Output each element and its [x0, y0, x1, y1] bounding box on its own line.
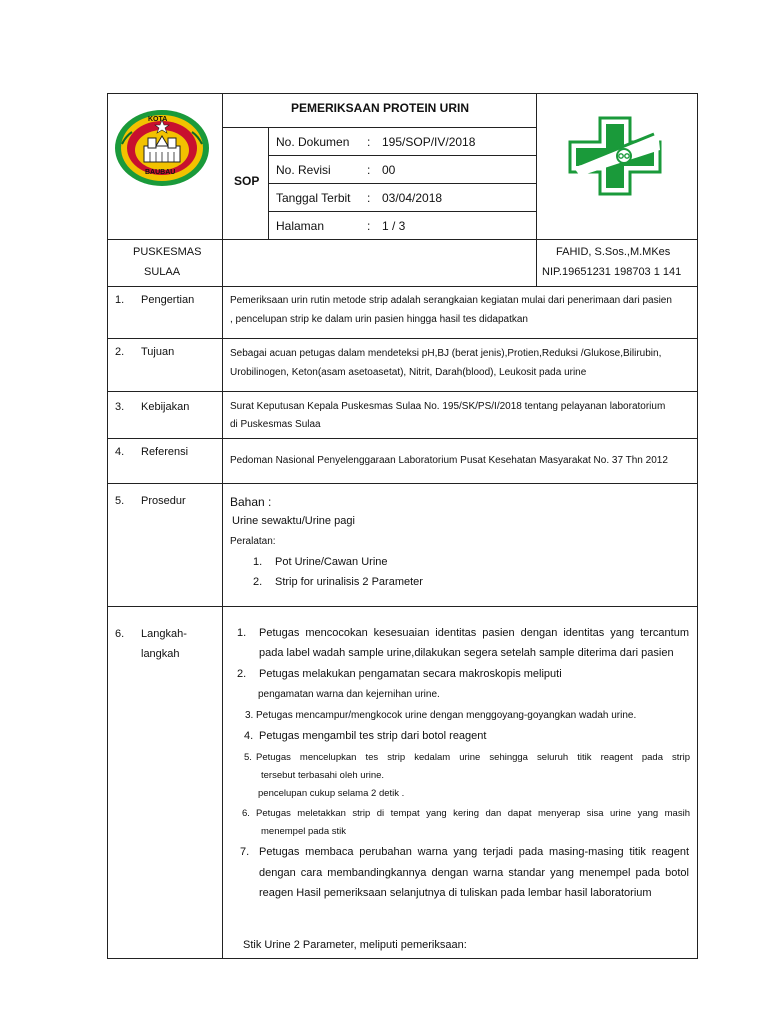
step-text-line: dengan cara membandingkannya dengan warna standar yang menempel pada botol — [259, 867, 689, 879]
step-text-line: menempel pada stik — [261, 826, 347, 837]
section-text-line: Surat Keputusan Kepala Puskesmas Sulaa No. 195/SK/PS/I/2018 tentang pelayanan laboratorium — [230, 401, 666, 412]
step-text-line: reagen Hasil pemeriksaan selanjutnya di tuliskan pada lembar hasil laboratorium — [259, 887, 652, 899]
sop-label: SOP — [234, 174, 260, 188]
section-text-line: Pemeriksaan urin rutin metode strip adalah serangkaian kegiatan mulai dari penerimaan dari pasien — [230, 295, 672, 306]
step-text-line: pencelupan cukup selama 2 detik . — [258, 788, 405, 799]
tool-number: 1. — [253, 556, 263, 568]
step-number: 1. — [237, 627, 247, 639]
section-label: langkah — [141, 648, 180, 660]
meta-value: 03/04/2018 — [382, 191, 443, 205]
meta-value: 195/SOP/IV/2018 — [382, 135, 476, 149]
tool-item: Pot Urine/Cawan Urine — [275, 556, 388, 568]
step-text-line: Petugas mencampur/mengkocok urine dengan menggoyang-goyangkan wadah urine. — [256, 710, 637, 721]
org-name-line1: PUSKESMAS — [133, 246, 202, 258]
langkah-footer-text: Stik Urine 2 Parameter, meliputi pemeriksaan: — [243, 939, 467, 951]
section-text-line: di Puskesmas Sulaa — [230, 419, 321, 430]
meta-label: No. Revisi — [276, 163, 331, 177]
signer-nip: NIP.19651231 198703 1 141 — [542, 266, 682, 278]
bahan-item: Urine sewaktu/Urine pagi — [232, 515, 355, 527]
meta-label: No. Dokumen — [276, 135, 350, 149]
step-number: 2. — [237, 668, 247, 680]
puskesmas-logo — [566, 116, 664, 196]
step-number: 5. — [244, 752, 252, 763]
section-number: 1. — [115, 294, 125, 306]
step-text-line: Petugas meletakkan strip di tempat yang kering dan dapat menyerap sisa urine yang masih — [256, 808, 690, 819]
section-number: 4. — [115, 446, 125, 458]
tool-item: Strip for urinalisis 2 Parameter — [275, 576, 423, 588]
section-label: Prosedur — [141, 495, 186, 507]
peralatan-label: Peralatan: — [230, 536, 276, 547]
tool-number: 2. — [253, 576, 263, 588]
section-label: Langkah- — [141, 628, 187, 640]
city-logo-bottom-text: BAUBAU — [145, 169, 176, 176]
org-name-line2: SULAA — [144, 266, 181, 278]
section-number: 5. — [115, 495, 125, 507]
step-number: 3. — [245, 710, 254, 721]
step-text-line: Petugas mencelupkan tes strip kedalam urine sehingga seluruh titik reagent pada strip — [256, 752, 690, 763]
step-text-line: pengamatan warna dan kejernihan urine. — [258, 689, 440, 700]
meta-sep: : — [367, 219, 371, 233]
city-logo-top-text: KOTA — [148, 116, 168, 123]
section-text-line: , pencelupan strip ke dalam urin pasien hingga hasil tes didapatkan — [230, 314, 528, 325]
step-text-line: Petugas membaca perubahan warna yang terjadi pada masing-masing titik reagent — [259, 846, 689, 858]
section-label: Kebijakan — [141, 401, 190, 413]
meta-value: 00 — [382, 163, 396, 177]
section-text-line: Urobilinogen, Keton(asam asetoasetat), Nitrit, Darah(blood), Leukosit pada urine — [230, 367, 587, 378]
meta-label: Tanggal Terbit — [276, 191, 351, 205]
section-number: 2. — [115, 346, 125, 358]
section-label: Tujuan — [141, 346, 175, 358]
step-text-line: Petugas mengambil tes strip dari botol reagent — [259, 730, 487, 742]
step-number: 7. — [240, 846, 250, 858]
section-label: Referensi — [141, 446, 189, 458]
step-number: 4. — [244, 730, 254, 742]
meta-sep: : — [367, 191, 371, 205]
city-logo — [112, 106, 212, 188]
section-text-line: Pedoman Nasional Penyelenggaraan Laboratorium Pusat Kesehatan Masyarakat No. 37 Thn 2012 — [230, 455, 668, 466]
section-text-line: Sebagai acuan petugas dalam mendeteksi pH,BJ (berat jenis),Protien,Reduksi /Glukose,Bilirubin, — [230, 348, 662, 359]
meta-value: 1 / 3 — [382, 219, 406, 233]
section-number: 6. — [115, 628, 125, 640]
section-number: 3. — [115, 401, 125, 413]
bahan-label: Bahan : — [230, 495, 272, 509]
signer-name: FAHID, S.Sos.,M.MKes — [556, 246, 671, 258]
step-text-line: Petugas melakukan pengamatan secara makroskopis meliputi — [259, 668, 562, 680]
meta-label: Halaman — [276, 219, 325, 233]
step-text-line: Petugas mencocokan kesesuaian identitas pasien dengan identitas yang tercantum — [259, 627, 689, 639]
step-text-line: pada label wadah sample urine,dilakukan segera setelah sample diterima dari pasien — [259, 647, 674, 659]
meta-sep: : — [367, 163, 371, 177]
step-number: 6. — [242, 808, 250, 819]
meta-sep: : — [367, 135, 371, 149]
section-label: Pengertian — [141, 294, 195, 306]
page-title: PEMERIKSAAN PROTEIN URIN — [291, 101, 470, 115]
step-text-line: tersebut terbasahi oleh urine. — [261, 770, 385, 781]
